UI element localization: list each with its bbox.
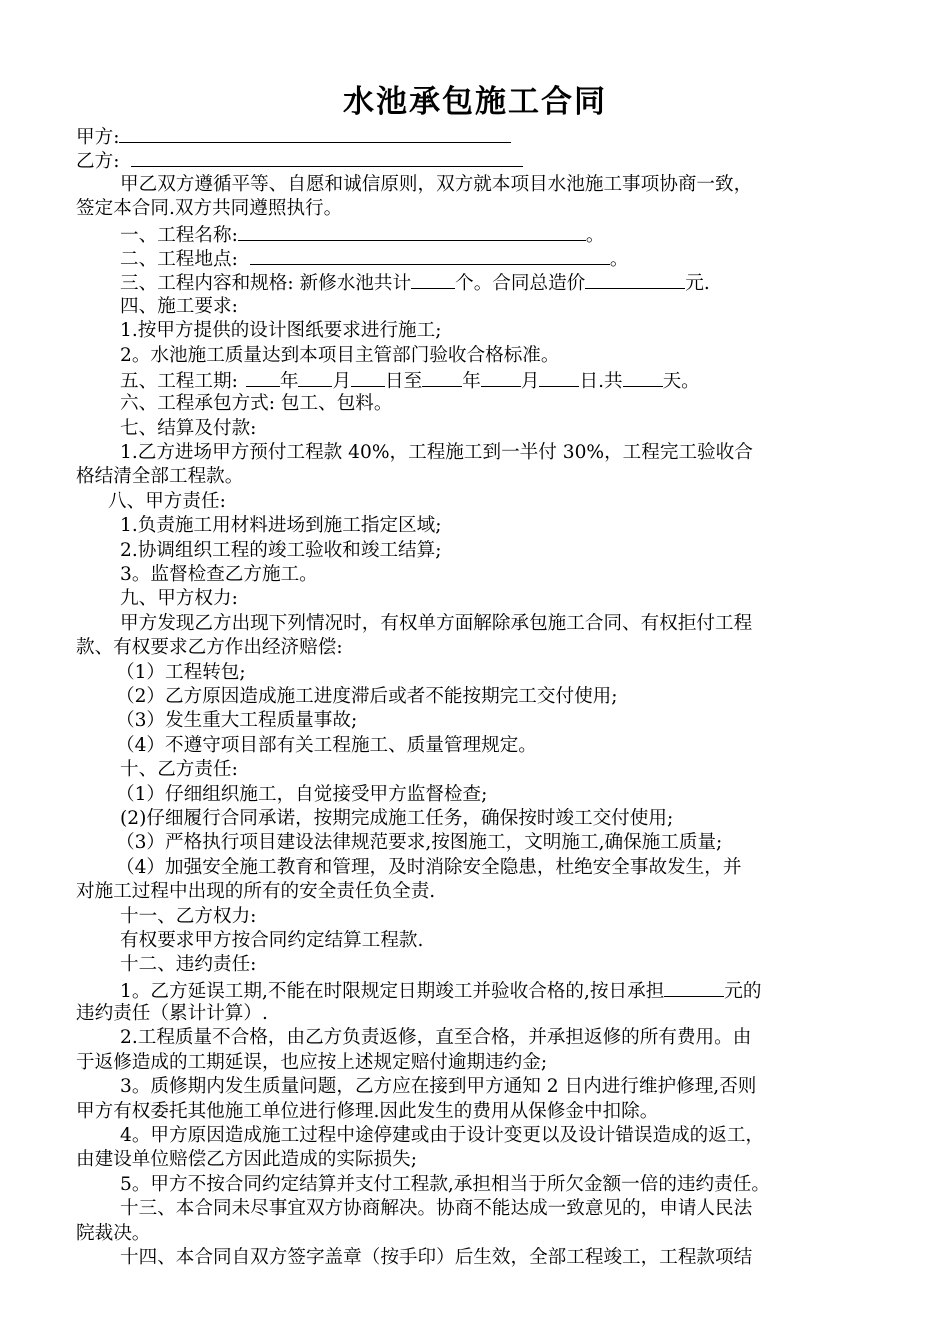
- party-b-line: [76, 148, 882, 172]
- document-title: 水池承包施工合同: [343, 84, 607, 120]
- clause-line: 违约责任（累计计算）.: [76, 1003, 268, 1025]
- text: 元的: [724, 980, 762, 1002]
- pool-count-blank[interactable]: [411, 270, 455, 289]
- clause-line: 3。监督检查乙方施工。: [120, 564, 318, 586]
- section-scope: [76, 270, 882, 294]
- total-price-blank[interactable]: [585, 270, 685, 289]
- paragraph-line: 甲方发现乙方出现下列情况时，有权单方面解除承包施工合同、有权拒付工程: [120, 612, 753, 634]
- paragraph-line: 十三、本合同未尽事宜双方协商解决。协商不能达成一致意见的，申请人民法: [120, 1198, 753, 1220]
- section-heading: 七、结算及付款:: [120, 417, 257, 439]
- clause-line: 2.协调组织工程的竣工验收和竣工结算;: [120, 539, 442, 561]
- section-heading: 九、甲方权力:: [120, 588, 238, 610]
- section-project-name: [76, 222, 882, 246]
- text: 月: [520, 370, 540, 392]
- end-month-blank[interactable]: [481, 368, 521, 387]
- end-day-blank[interactable]: [539, 368, 579, 387]
- clause-line: （3）发生重大工程质量事故;: [116, 710, 358, 732]
- clause-line: 1.按甲方提供的设计图纸要求进行施工;: [120, 320, 442, 342]
- party-a-label: 甲方:: [76, 127, 120, 148]
- project-name-blank[interactable]: [238, 222, 586, 241]
- start-month-blank[interactable]: [298, 368, 332, 387]
- clause-line: 甲方有权委托其他施工单位进行修理.因此发生的费用从保修金中扣除。: [76, 1100, 659, 1122]
- clause-line: （2）乙方原因造成施工进度滞后或者不能按期完工交付使用;: [116, 685, 618, 707]
- text: 元.: [685, 273, 710, 295]
- party-a-blank[interactable]: [119, 124, 511, 143]
- clause-line: (2)仔细履行合同承诺，按期完成施工任务，确保按时竣工交付使用;: [120, 807, 674, 829]
- paragraph-line: 十四、本合同自双方签字盖章（按手印）后生效，全部工程竣工，工程款项结: [120, 1246, 753, 1268]
- section-heading: 十二、违约责任:: [120, 954, 257, 976]
- clause-line: 对施工过程中出现的所有的安全责任负全责.: [76, 881, 436, 903]
- clause-line: 4。甲方原因造成施工过程中途停建或由于设计变更以及设计错误造成的返工，: [120, 1125, 765, 1147]
- end-year-blank[interactable]: [422, 368, 462, 387]
- clause-line: （1）仔细组织施工，自觉接受甲方监督检查;: [116, 783, 488, 805]
- text: 年: [462, 370, 481, 392]
- clause-line: 格结清全部工程款。: [76, 466, 244, 488]
- paragraph-line: 甲乙双方遵循平等、自愿和诚信原则，双方就本项目水池施工事项协商一致，: [120, 173, 753, 195]
- section-heading: 十、乙方责任:: [120, 759, 238, 781]
- clause-line: 5。甲方不按合同约定结算并支付工程款,承担相当于所欠金额一倍的违约责任。: [120, 1173, 770, 1195]
- clause-line: 3。质修期内发生质量问题，乙方应在接到甲方通知 2 日内进行维护修理,否则: [120, 1076, 757, 1098]
- section-label: 三、工程内容和规格: 新修水池共计: [120, 273, 412, 295]
- text: 个。合同总造价: [455, 273, 586, 295]
- text: 1。乙方延误工期,不能在时限规定日期竣工并验收合格的,按日承担: [120, 980, 665, 1002]
- section-label: 五、工程工期:: [120, 370, 238, 392]
- clause-line: （1）工程转包;: [116, 661, 246, 683]
- clause-line: 1.乙方进场甲方预付工程款 40%，工程施工到一半付 30%，工程完工验收合: [120, 442, 753, 464]
- clause-line: （4）加强安全施工教育和管理，及时消除安全隐患，杜绝安全事故发生，并: [116, 856, 742, 878]
- clause-line: 有权要求甲方按合同约定结算工程款.: [120, 929, 424, 951]
- clause-line: 1.负责施工用材料进场到施工指定区域;: [120, 515, 442, 537]
- section-heading: 十一、乙方权力:: [120, 905, 257, 927]
- daily-penalty-blank[interactable]: [664, 978, 724, 997]
- paragraph-line: 院裁决。: [76, 1222, 151, 1244]
- text: 日.共: [579, 370, 623, 392]
- clause-line: 2。水池施工质量达到本项目主管部门验收合格标准。: [120, 344, 560, 366]
- total-days-blank[interactable]: [623, 368, 663, 387]
- section-heading: 四、施工要求:: [120, 295, 238, 317]
- clause-line: 于返修造成的工期延误，也应按上述规定赔付逾期违约金;: [76, 1051, 548, 1073]
- clause-line: 由建设单位赔偿乙方因此造成的实际损失;: [76, 1149, 417, 1171]
- project-location-blank[interactable]: [250, 246, 610, 265]
- section-label: 二、工程地点:: [120, 248, 238, 270]
- party-a-line: [76, 124, 882, 148]
- text: 年: [279, 370, 299, 392]
- clause-line: （3）严格执行项目建设法律规范要求,按图施工，文明施工,确保施工质量;: [116, 832, 723, 854]
- text: 月: [332, 370, 352, 392]
- clause-line: [76, 978, 882, 1002]
- contract-body: [76, 124, 882, 1270]
- paragraph-line: 款、有权要求乙方作出经济赔偿:: [76, 637, 343, 659]
- start-year-blank[interactable]: [246, 368, 280, 387]
- punctuation: 。: [609, 248, 629, 270]
- punctuation: 。: [585, 224, 605, 246]
- party-b-label: 乙方:: [76, 151, 120, 173]
- section-project-location: [76, 246, 882, 270]
- start-day-blank[interactable]: [351, 368, 385, 387]
- section-schedule: [76, 368, 882, 392]
- section-heading: 六、工程承包方式: 包工、包料。: [120, 393, 393, 415]
- clause-line: 2.工程质量不合格，由乙方负责返修，直至合格，并承担返修的所有费用。由: [120, 1027, 752, 1049]
- text: 天。: [662, 370, 700, 392]
- text: 日至: [385, 370, 423, 392]
- section-label: 一、工程名称:: [120, 224, 238, 246]
- paragraph-line: 签定本合同.双方共同遵照执行。: [76, 198, 343, 220]
- clause-line: （4）不遵守项目部有关工程施工、质量管理规定。: [116, 734, 537, 756]
- section-heading: 八、甲方责任:: [108, 490, 226, 512]
- party-b-blank[interactable]: [131, 148, 523, 167]
